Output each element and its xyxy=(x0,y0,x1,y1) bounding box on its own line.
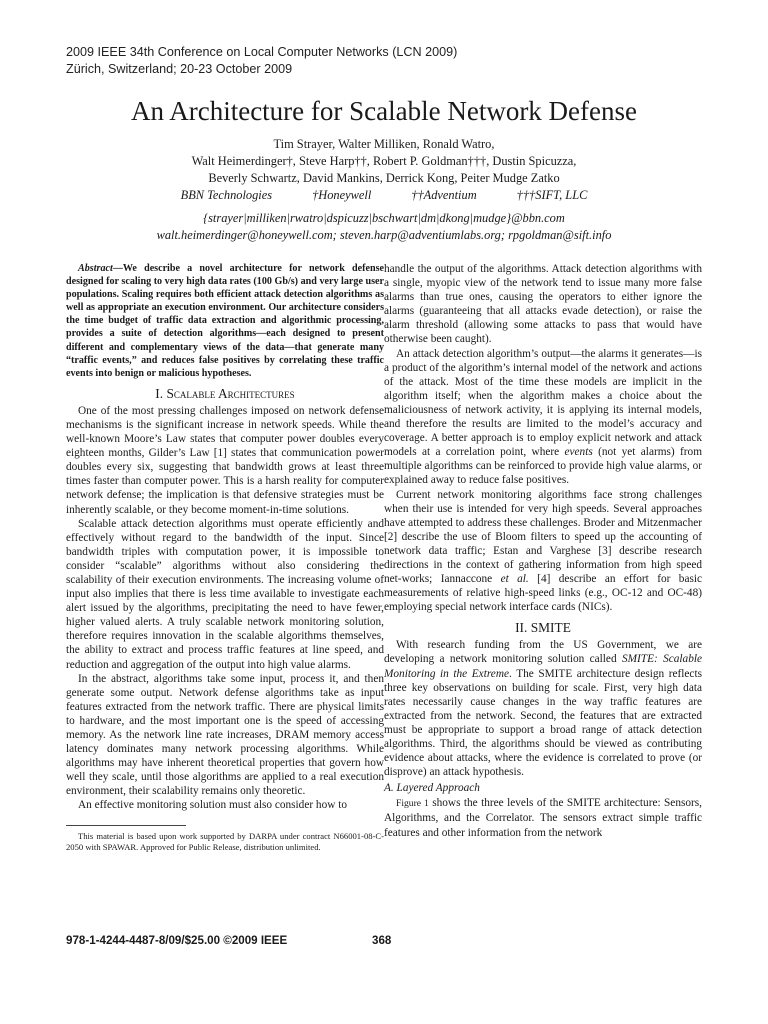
affiliation-sift: †††SIFT, LLC xyxy=(516,188,588,202)
section-2-p1-a: With research funding from the US Government, we are developing a network monitoring solution called xyxy=(384,639,702,666)
subsection-a-heading: A. Layered Approach xyxy=(384,782,480,795)
right-paragraph-2 xyxy=(384,347,702,488)
right-column xyxy=(384,262,702,840)
page-number: 368 xyxy=(372,934,392,947)
funding-footnote: This material is based upon work supported by DARPA under contract N66001-08-C-2050 with SPAWAR. Approved for Public Release, distribution unlimited. xyxy=(66,830,384,852)
affiliations xyxy=(0,187,768,204)
affiliation-honeywell: †Honeywell xyxy=(312,188,372,202)
right-paragraph-2-b: (not yet alarms) from multiple algorithms can be reinforced to provide high value alarms, or explained away to reduce false positives. xyxy=(384,446,702,487)
section-1-paragraph-1: One of the most pressing challenges imposed on network defense mechanisms is the significant increase in network speeds. While the well-known Moore’s Law states that computer power doubles every eighteen months, Gilder’s Law [1] states that communication power doubles every six, suggesting that bandwidth grows at least three times faster than computer power. This is a harsh reality for computer network defense; the implication is that defensive strategies must be inherently scalable, or they become moment-in-time solutions. xyxy=(66,404,384,516)
abstract-lead: Abstract xyxy=(78,263,113,274)
section-1-paragraph-4: An effective monitoring solution must also consider how to xyxy=(78,799,347,812)
section-1-paragraph-2: Scalable attack detection algorithms must operate efficiently and effectively without regard to the bandwidth of the input. Since bandwidth triples with computation power, it is impossible to consider “scalable” algorithms without also considering the scalability of their execution environments. The increasing volume of input also implies that there is less time available to investigate each alert issued by the algorithms, precipitating the need to have fewer, higher valued alerts. A truly scalable network monitoring solution, therefore requires innovation in the scalable algorithms themselves, the ability to extract and process traffic features at line speed, and reduction and aggregation of the output into high value alarms. xyxy=(66,517,384,671)
section-2-paragraph-2 xyxy=(384,796,702,839)
isbn-footer: 978-1-4244-4487-8/09/$25.00 ©2009 IEEE xyxy=(66,934,288,947)
email-block xyxy=(0,210,768,244)
right-paragraph-3-a: Current network monitoring algorithms face strong challenges when their use is intended for very high speeds. Several approaches have attempted to address these challenges. Broder and Mitzenmacher [2] describe the use of Bloom filters to speed up the accounting of network data traffic; Estan and Varghese [3] describe research directions in the context of gathering information from high speed net-works; Iannaccone xyxy=(384,488,702,586)
section-2-p1-smite: SMITE: Scalable Monitoring in the Extreme xyxy=(384,653,702,680)
abstract xyxy=(66,262,384,380)
email-line-2: walt.heimerdinger@honeywell.com; steven.harp@adventiumlabs.org; rpgoldman@sift.info xyxy=(156,228,612,242)
footnote-divider xyxy=(66,825,186,826)
section-1-heading: I. Scalable Architectures xyxy=(155,385,295,401)
section-2-p1-b: . The SMITE architecture design reflects three key observations on building for scale. First, very high data rates necessarily cause changes in the way traffic features are extracted from the network. Second, the features that are extracted must be appropriate to support a broad range of attack detection algorithms. Third, the algorithms should be viewed as contributing evidence about attacks, where the evidence is correlated to prove (or disprove) an attack hypothesis. xyxy=(384,667,702,779)
figure-1-reference: Figure 1 xyxy=(396,798,429,810)
section-2-heading: II. SMITE xyxy=(515,620,571,636)
author-line-1: Tim Strayer, Walter Milliken, Ronald Watro, xyxy=(273,137,495,151)
paper-title: An Architecture for Scalable Network Defense xyxy=(130,96,638,126)
email-line-1: {strayer|milliken|rwatro|dspicuzz|bschwart|dm|dkong|mudge}@bbn.com xyxy=(203,211,565,225)
section-2-paragraph-1 xyxy=(384,638,702,779)
left-column xyxy=(66,262,384,853)
author-line-2: Walt Heimerdinger†, Steve Harp††, Robert P. Goldman†††, Dustin Spicuzza, xyxy=(191,154,577,168)
conference-name: 2009 IEEE 34th Conference on Local Computer Networks (LCN 2009) xyxy=(66,45,458,59)
conference-header xyxy=(66,44,457,78)
right-paragraph-1: handle the output of the algorithms. Attack detection algorithms with a single, myopic view of the network tend to issue many more false alarms than true ones, causing the operators to either ignore the alarms (guaranteeing that all attacks evade detection), or raise the alarm threshold (allowing some attacks to pass that would have otherwise been caught). xyxy=(384,263,702,346)
right-paragraph-2-events: events xyxy=(564,446,593,459)
author-block xyxy=(0,136,768,244)
affiliation-bbn: BBN Technologies xyxy=(180,188,273,202)
right-paragraph-3-etal: et al. xyxy=(500,573,529,586)
section-2-p2-text: shows the three levels of the SMITE architecture: Sensors, Algorithms, and the Correlator. The sensors extract simple traffic features and other information from the network xyxy=(384,797,702,839)
right-paragraph-3-b: [4] describe an effort for basic measurements of relative high-speed links (e.g., OC-12 and OC-48) employing special network interface cards (NICs). xyxy=(384,573,703,614)
author-line-3: Beverly Schwartz, David Mankins, Derrick Kong, Peiter Mudge Zatko xyxy=(208,171,560,185)
right-paragraph-2-a: An attack detection algorithm’s output—the alarms it generates—is a product of the algorithm’s internal model of the network and actions of the attack. Most of the time these models are implicit in the algorithm itself; when the algorithm makes a choice about the maliciousness of network activity, it is applying its internal models, and therefore the results are limited to the model’s accuracy and coverage. A better approach is to employ explicit network and attack models at a correlation point, where xyxy=(384,347,702,459)
section-1-paragraph-3: In the abstract, algorithms take some input, process it, and then generate some output. Network defense algorithms take as input features extracted from the network traffic. There are physical limits to hardware, and the most important one is the speed of accessing memory. As the network line rate increases, DRAM memory access latency dominates many network processing algorithms. While algorithms may have inherent theoretical properties that govern how well they scale, until those algorithms are applied to a real execution environment, their scalability remains only theoretic. xyxy=(66,672,384,798)
right-paragraph-3 xyxy=(384,488,702,615)
affiliation-adventium: ††Adventium xyxy=(411,188,477,202)
abstract-text: —We describe a novel architecture for network defense designed for scaling to very high data rates (100 Gb/s) and very large user populations. Scaling requires both efficient attack detection algorithms as well as appropriate an execution environment. Our architecture considers the time budget of traffic data extraction and algorithmic processing, provides a suite of detection algorithms—each designed to present different and complementary views of the data—that generate many “traffic events,” and reduces false positives by correlating these traffic events into benign or malicious hypotheses. xyxy=(66,263,384,379)
conference-location: Zürich, Switzerland; 20-23 October 2009 xyxy=(66,62,293,76)
